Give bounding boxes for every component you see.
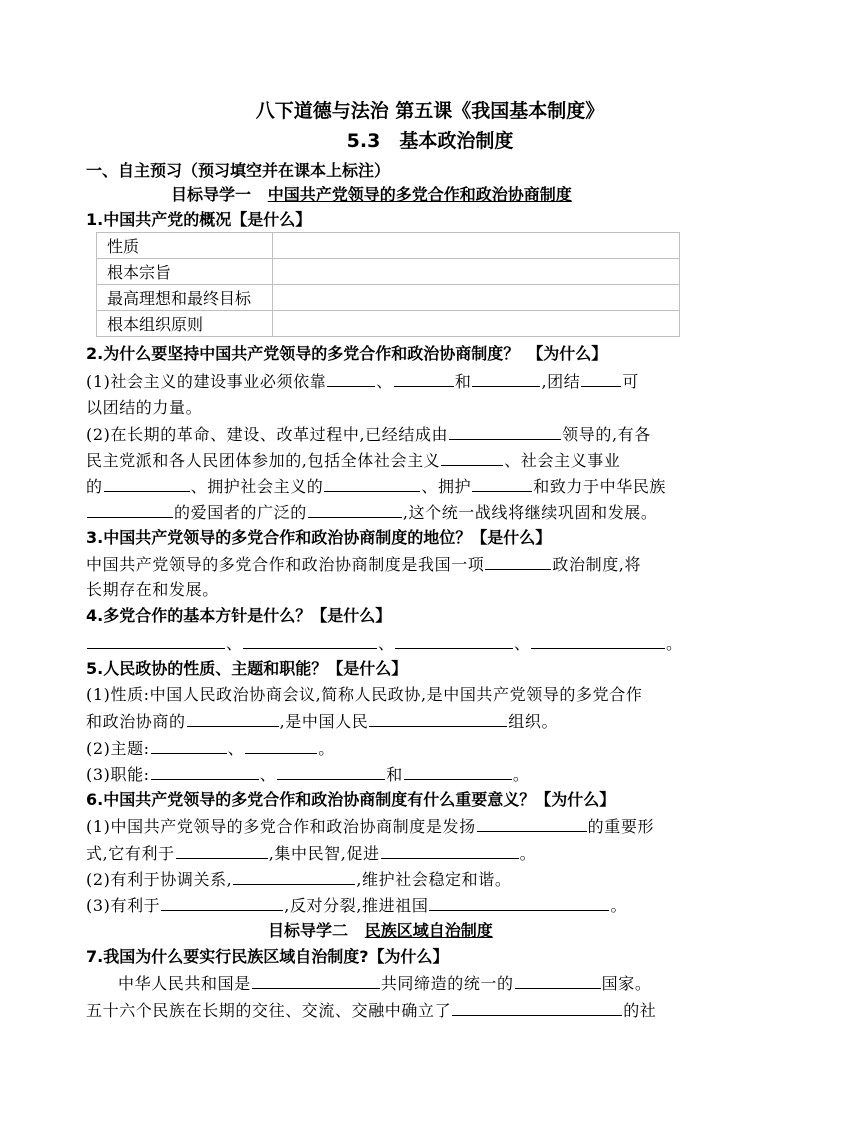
text: 中国共产党领导的多党合作和政治协商制度是我国一项	[86, 555, 485, 574]
blank[interactable]	[441, 449, 503, 466]
q7-line-1	[118, 972, 651, 995]
q3-line-2: 长期存在和发展。	[86, 580, 219, 599]
text: (2)在长期的革命、建设、改革过程中,已经结成由	[86, 425, 449, 444]
text: ,集中民智,促进	[268, 844, 380, 863]
blank[interactable]	[87, 632, 225, 649]
blank[interactable]	[308, 501, 402, 518]
table-cell-label: 根本组织原则	[97, 311, 273, 337]
blank[interactable]	[531, 632, 665, 649]
table-cell-label: 根本宗旨	[97, 259, 273, 285]
text: 。	[318, 739, 335, 758]
blank[interactable]	[245, 737, 317, 754]
table-row	[97, 311, 680, 337]
blank[interactable]	[452, 999, 622, 1016]
q6-line-2	[86, 842, 536, 865]
text: (1)中国共产党领导的多党合作和政治协商制度是发扬	[86, 817, 476, 836]
q5-line-4	[86, 763, 529, 786]
text: 领导的,有各	[562, 425, 651, 444]
text: 的社	[623, 1001, 657, 1020]
q2-line-6	[86, 501, 658, 524]
blank[interactable]	[176, 842, 268, 859]
goal-label: 目标导学一	[171, 185, 252, 204]
q6-line-1	[86, 815, 654, 838]
blank[interactable]	[581, 370, 621, 387]
text: 的重要形	[587, 817, 655, 836]
question-6: 6.中国共产党领导的多党合作和政治协商制度有什么重要意义？【为什么】	[86, 790, 616, 809]
text: 政治制度,将	[552, 555, 642, 574]
blank[interactable]	[87, 501, 173, 518]
q6-line-3	[86, 868, 511, 891]
blank[interactable]	[394, 370, 454, 387]
q4-answers	[86, 632, 682, 655]
blank[interactable]	[381, 842, 519, 859]
question-1: 1.中国共产党的概况【是什么】	[86, 210, 312, 229]
blank[interactable]	[472, 370, 540, 387]
q5-line-3	[86, 737, 335, 760]
text: 、	[376, 372, 393, 391]
text: ,维护社会稳定和谐。	[356, 870, 512, 889]
text: 、	[259, 765, 277, 784]
q5-line-2	[86, 710, 558, 733]
text: 式,它有利于	[86, 844, 175, 863]
blank[interactable]	[404, 763, 512, 780]
q2-line-3	[86, 423, 651, 446]
question-2: 2.为什么要坚持中国共产党领导的多党合作和政治协商制度？ 【为什么】	[86, 344, 608, 363]
text: (3)职能:	[86, 765, 150, 784]
text: 。	[519, 844, 537, 863]
table-row	[97, 285, 680, 311]
table-row	[97, 233, 680, 259]
text: (3)有利于	[86, 896, 161, 915]
blank[interactable]	[233, 868, 355, 885]
text: 和致力于中华民族	[533, 477, 667, 496]
q2-line-5	[86, 475, 666, 498]
blank[interactable]	[327, 370, 375, 387]
text: 、拥护	[421, 477, 472, 496]
blank[interactable]	[104, 475, 190, 492]
blank[interactable]	[324, 475, 420, 492]
q2-line-4	[86, 449, 621, 472]
text: (2)有利于协调关系,	[86, 870, 233, 889]
text: 国家。	[601, 974, 652, 993]
question-4: 4.多党合作的基本方针是什么？【是什么】	[86, 606, 392, 625]
text: ,是中国人民	[279, 712, 369, 731]
goal-heading-2	[268, 920, 493, 942]
table-cell-answer[interactable]	[273, 285, 680, 311]
party-overview-table	[96, 232, 680, 337]
blank[interactable]	[243, 632, 377, 649]
table-cell-answer[interactable]	[273, 311, 680, 337]
page-title: 八下道德与法治 第五课《我国基本制度》	[255, 100, 605, 122]
page-subtitle: 5.3 基本政治制度	[346, 130, 514, 152]
table-cell-label: 最高理想和最终目标	[97, 285, 273, 311]
text: 、	[226, 634, 243, 653]
q3-line-1	[86, 553, 641, 576]
text: 可	[622, 372, 639, 391]
question-7: 7.我国为什么要实行民族区域自治制度?【为什么】	[86, 947, 449, 966]
text: (2)主题:	[86, 739, 150, 758]
q5-line-1: (1)性质:中国人民政治协商会议,简称人民政协,是中国共产党领导的多党合作	[86, 685, 643, 704]
question-3: 3.中国共产党领导的多党合作和政治协商制度的地位？【是什么】	[86, 528, 552, 547]
text: 组织。	[508, 712, 559, 731]
blank[interactable]	[515, 972, 601, 989]
blank[interactable]	[277, 763, 385, 780]
blank[interactable]	[395, 632, 513, 649]
blank[interactable]	[161, 894, 283, 911]
table-cell-answer[interactable]	[273, 233, 680, 259]
text: 民主党派和各人民团体参加的,包括全体社会主义	[86, 451, 441, 470]
q7-line-2	[86, 999, 656, 1022]
blank[interactable]	[151, 763, 259, 780]
section-heading: 一、自主预习（预习填空并在课本上标注）	[86, 161, 391, 180]
text: 和	[454, 372, 472, 391]
text: 。	[666, 634, 683, 653]
text: ,这个统一战线将继续巩固和发展。	[402, 503, 658, 522]
text: ,反对分裂,推进祖国	[284, 896, 429, 915]
goal-text: 民族区域自治制度	[364, 921, 493, 940]
text: 、拥护社会主义的	[190, 477, 324, 496]
blank[interactable]	[472, 475, 532, 492]
blank[interactable]	[429, 894, 609, 911]
text: (1)社会主义的建设事业必须依靠	[86, 372, 327, 391]
text: 五十六个民族在长期的交往、交流、交融中确立了	[86, 1001, 452, 1020]
goal-text: 中国共产党领导的多党合作和政治协商制度	[267, 185, 572, 204]
text: 中华人民共和国是	[118, 974, 251, 993]
text: 的	[86, 477, 103, 496]
blank[interactable]	[252, 972, 380, 989]
text: 、	[378, 634, 395, 653]
question-5: 5.人民政协的性质、主题和职能？【是什么】	[86, 659, 408, 678]
text: 。	[610, 896, 628, 915]
blank[interactable]	[485, 553, 551, 570]
text: 、	[514, 634, 531, 653]
text: 。	[512, 765, 530, 784]
table-cell-answer[interactable]	[273, 259, 680, 285]
text: 、	[227, 739, 245, 758]
goal-heading-1	[171, 184, 572, 206]
blank[interactable]	[369, 710, 507, 727]
text: 共同缔造的统一的	[380, 974, 514, 993]
table-cell-label: 性质	[97, 233, 273, 259]
blank[interactable]	[477, 815, 587, 832]
text: 和	[386, 765, 403, 784]
q2-line-1	[86, 370, 639, 393]
text: ,团结	[541, 372, 581, 391]
blank[interactable]	[187, 710, 279, 727]
text: 的爱国者的广泛的	[174, 503, 307, 522]
goal-label: 目标导学二	[268, 921, 349, 940]
text: 、社会主义事业	[504, 451, 621, 470]
q6-line-4	[86, 894, 627, 917]
text: 和政治协商的	[86, 712, 186, 731]
blank[interactable]	[151, 737, 227, 754]
table-row	[97, 259, 680, 285]
blank[interactable]	[449, 423, 561, 440]
q2-line-2: 以团结的力量。	[86, 398, 203, 417]
